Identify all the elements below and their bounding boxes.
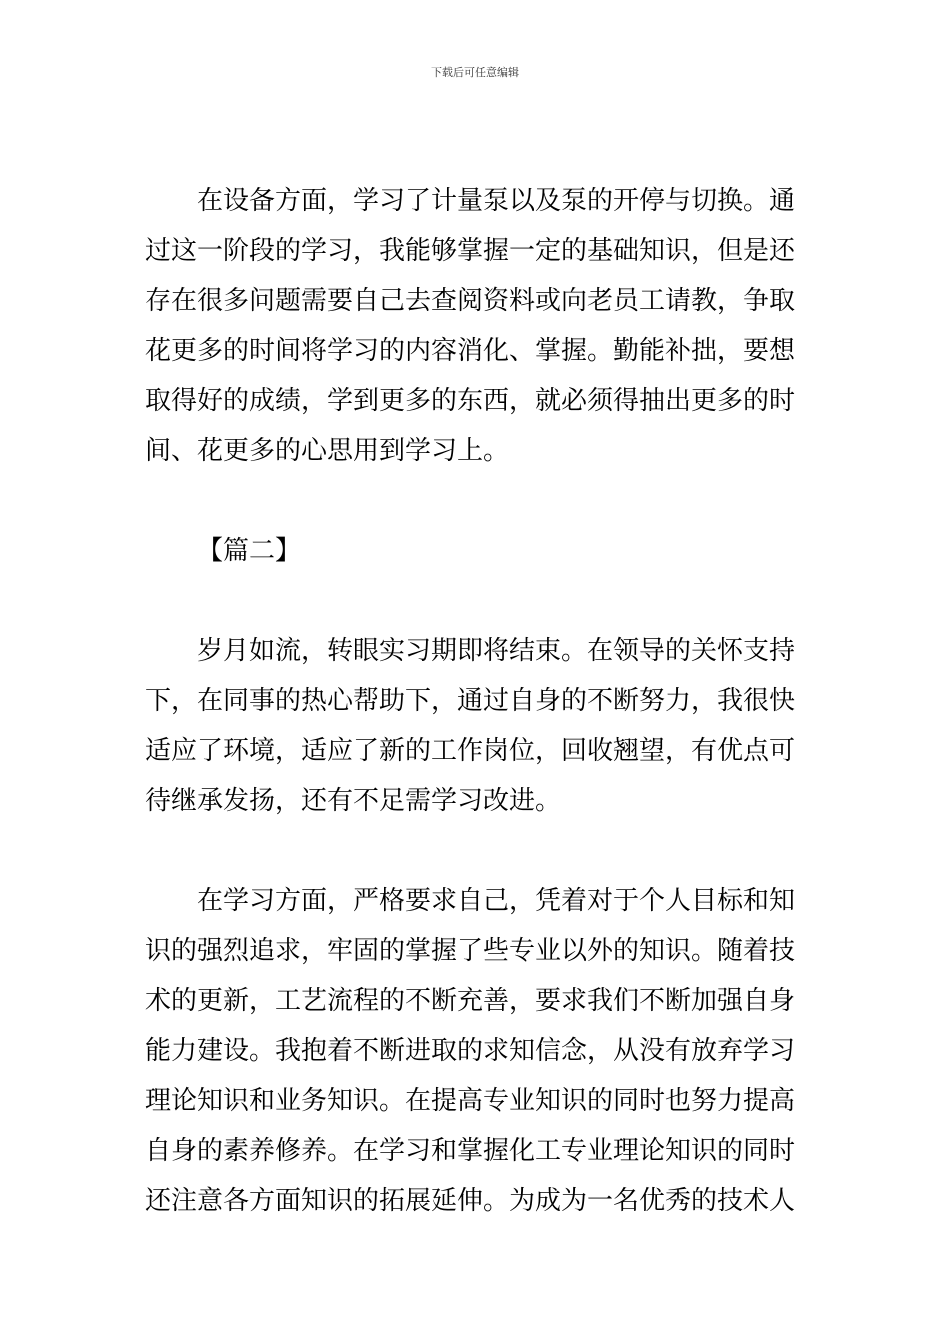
paragraph-line: 能力建设。我抱着不断进取的求知信念，从没有放弃学习 [145,1036,796,1066]
paragraph-line: 花更多的时间将学习的内容消化、掌握。勤能补拙，要想 [145,336,796,366]
paragraph-line: 在设备方面，学习了计量泵以及泵的开停与切换。通 [197,186,796,216]
paragraph-internship [145,626,810,826]
paragraph-line: 待继承发扬，还有不足需学习改进。 [145,786,562,816]
paragraph-study [145,876,810,1226]
paragraph-line: 下，在同事的热心帮助下，通过自身的不断努力，我很快 [145,686,796,716]
paragraph-line: 取得好的成绩，学到更多的东西，就必须得抽出更多的时 [145,386,796,416]
paragraph-line: 在学习方面，严格要求自己，凭着对于个人目标和知 [197,886,796,916]
header-note: 下载后可任意编辑 [431,66,519,79]
paragraph-equipment [145,176,810,476]
paragraph-line: 自身的素养修养。在学习和掌握化工专业理论知识的同时 [145,1136,796,1166]
section-title: 【篇二】 [197,536,302,566]
paragraph-line: 适应了环境，适应了新的工作岗位，回收翘望，有优点可 [145,736,796,766]
paragraph-line: 理论知识和业务知识。在提高专业知识的同时也努力提高 [145,1086,796,1116]
paragraph-line: 过这一阶段的学习，我能够掌握一定的基础知识，但是还 [145,236,796,266]
blank-line [145,476,810,526]
paragraph-line: 岁月如流，转眼实习期即将结束。在领导的关怀支持 [197,636,796,666]
paragraph-line: 术的更新，工艺流程的不断充善，要求我们不断加强自身 [145,986,796,1016]
paragraph-line: 识的强烈追求，牢固的掌握了些专业以外的知识。随着技 [145,936,796,966]
paragraph-line: 还注意各方面知识的拓展延伸。为成为一名优秀的技术人 [145,1186,796,1216]
document-body [145,176,810,1226]
blank-line [145,826,810,876]
paragraph-line: 存在很多问题需要自己去查阅资料或向老员工请教，争取 [145,286,796,316]
paragraph-line: 间、花更多的心思用到学习上。 [145,436,510,466]
blank-line [145,576,810,626]
